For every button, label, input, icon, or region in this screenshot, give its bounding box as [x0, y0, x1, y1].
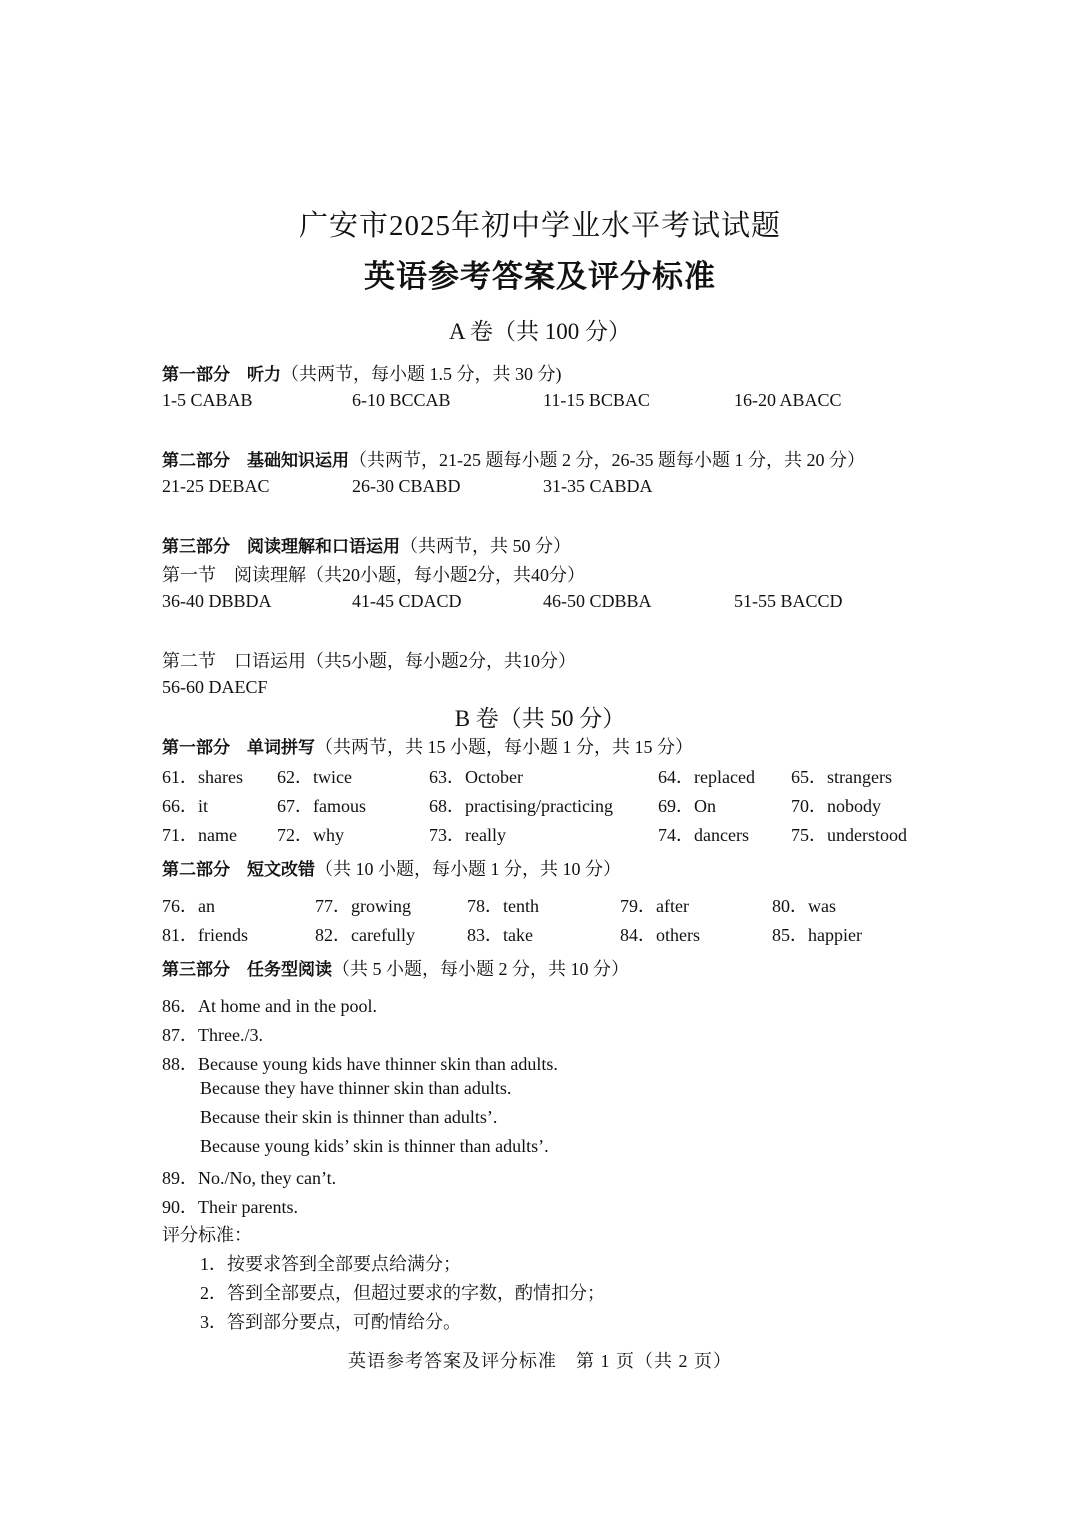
section-note: （共 10 小题，每小题 1 分，共 10 分）	[315, 859, 621, 879]
answer-item: 82．carefully	[315, 925, 415, 945]
section-label: 第二部分 短文改错	[162, 860, 315, 880]
answer-row	[0, 390, 1080, 414]
answer-line: 88．Because young kids have thinner skin than adults.	[162, 1054, 558, 1074]
section-heading-a2	[162, 446, 865, 472]
section-note: （共两节，每小题 1.5 分，共 30 分)	[281, 364, 562, 384]
criteria-item: 2．答到全部要点，但超过要求的字数，酌情扣分；	[200, 1283, 605, 1303]
volume-a-heading: A 卷（共 100 分）	[448, 319, 632, 344]
subsection-heading: 第一节 阅读理解（共20小题，每小题2分，共40分）	[162, 565, 585, 585]
section-note: （共两节，21-25 题每小题 2 分，26-35 题每小题 1 分，共 20 分）	[349, 450, 865, 470]
criteria-item: 3．答到部分要点，可酌情给分。	[200, 1312, 461, 1332]
answer-item: 63．October	[429, 767, 523, 787]
answer-line: 86．At home and in the pool.	[162, 996, 377, 1016]
answer-item: 83．take	[467, 925, 533, 945]
answer-row	[0, 677, 1080, 701]
section-label: 第三部分 任务型阅读	[162, 960, 332, 980]
answer-row	[0, 821, 1080, 845]
answer-item: 73．really	[429, 825, 506, 845]
answer-row	[0, 591, 1080, 615]
document-subtitle: 英语参考答案及评分标准	[364, 259, 716, 295]
section-label: 第二部分 基础知识运用	[162, 451, 349, 471]
answer-item: 75．understood	[791, 825, 907, 845]
criteria-item: 1．按要求答到全部要点给满分；	[200, 1254, 461, 1274]
answer-item: 69．On	[658, 796, 716, 816]
section-note: （共两节，共 50 分）	[400, 536, 571, 556]
answer-line: 89．No./No, they can’t.	[162, 1168, 337, 1188]
section-heading-b1	[162, 733, 693, 759]
page-footer: 英语参考答案及评分标准 第 1 页（共 2 页）	[348, 1351, 732, 1371]
answer-group: 16-20 ABACC	[734, 390, 842, 410]
answer-group: 41-45 CDACD	[352, 591, 462, 611]
section-heading-b3	[162, 955, 629, 981]
answer-group: 21-25 DEBAC	[162, 476, 270, 496]
answer-group: 11-15 BCBAC	[543, 390, 650, 410]
section-heading-a1	[162, 360, 562, 386]
section-label: 第一部分 单词拼写	[162, 738, 315, 758]
section-heading-b2	[162, 855, 621, 881]
answer-alternative: Because young kids’ skin is thinner than adults’.	[200, 1136, 549, 1156]
answer-item: 67．famous	[277, 796, 366, 816]
answer-item: 71．name	[162, 825, 237, 845]
answer-row	[0, 476, 1080, 500]
answer-row	[0, 921, 1080, 945]
answer-row	[0, 763, 1080, 787]
answer-item: 74．dancers	[658, 825, 749, 845]
answer-item: 78．tenth	[467, 896, 539, 916]
section-heading-a3	[162, 532, 571, 558]
answer-group: 36-40 DBBDA	[162, 591, 272, 611]
answer-item: 84．others	[620, 925, 700, 945]
subsection-heading: 第二节 口语运用（共5小题，每小题2分，共10分）	[162, 651, 576, 671]
answer-item: 80．was	[772, 896, 836, 916]
answer-line: 90．Their parents.	[162, 1197, 298, 1217]
answer-group: 51-55 BACCD	[734, 591, 843, 611]
section-note: （共两节，共 15 小题，每小题 1 分，共 15 分）	[315, 737, 693, 757]
answer-line: 87．Three./3.	[162, 1025, 263, 1045]
answer-group: 1-5 CABAB	[162, 390, 253, 410]
answer-row	[0, 792, 1080, 816]
answer-item: 76．an	[162, 896, 215, 916]
answer-group: 56-60 DAECF	[162, 677, 268, 697]
answer-group: 6-10 BCCAB	[352, 390, 451, 410]
answer-item: 62．twice	[277, 767, 352, 787]
section-label: 第三部分 阅读理解和口语运用	[162, 537, 400, 557]
answer-group: 46-50 CDBBA	[543, 591, 652, 611]
answer-alternative: Because their skin is thinner than adults’.	[200, 1107, 498, 1127]
criteria-label: 评分标准：	[162, 1225, 252, 1245]
answer-item: 79．after	[620, 896, 689, 916]
section-note: （共 5 小题，每小题 2 分，共 10 分）	[332, 959, 629, 979]
answer-group: 26-30 CBABD	[352, 476, 461, 496]
answer-group: 31-35 CABDA	[543, 476, 653, 496]
section-label: 第一部分 听力	[162, 365, 281, 385]
answer-item: 85．happier	[772, 925, 862, 945]
answer-item: 61．shares	[162, 767, 243, 787]
answer-item: 65．strangers	[791, 767, 892, 787]
answer-item: 72．why	[277, 825, 344, 845]
answer-item: 81．friends	[162, 925, 248, 945]
answer-item: 77．growing	[315, 896, 411, 916]
answer-item: 66．it	[162, 796, 209, 816]
volume-b-heading: B 卷（共 50 分）	[454, 706, 626, 731]
answer-item: 68．practising/practicing	[429, 796, 613, 816]
answer-row	[0, 892, 1080, 916]
answer-alternative: Because they have thinner skin than adults.	[200, 1078, 512, 1098]
document-title: 广安市2025年初中学业水平考试试题	[298, 210, 781, 242]
answer-item: 64．replaced	[658, 767, 755, 787]
answer-item: 70．nobody	[791, 796, 881, 816]
